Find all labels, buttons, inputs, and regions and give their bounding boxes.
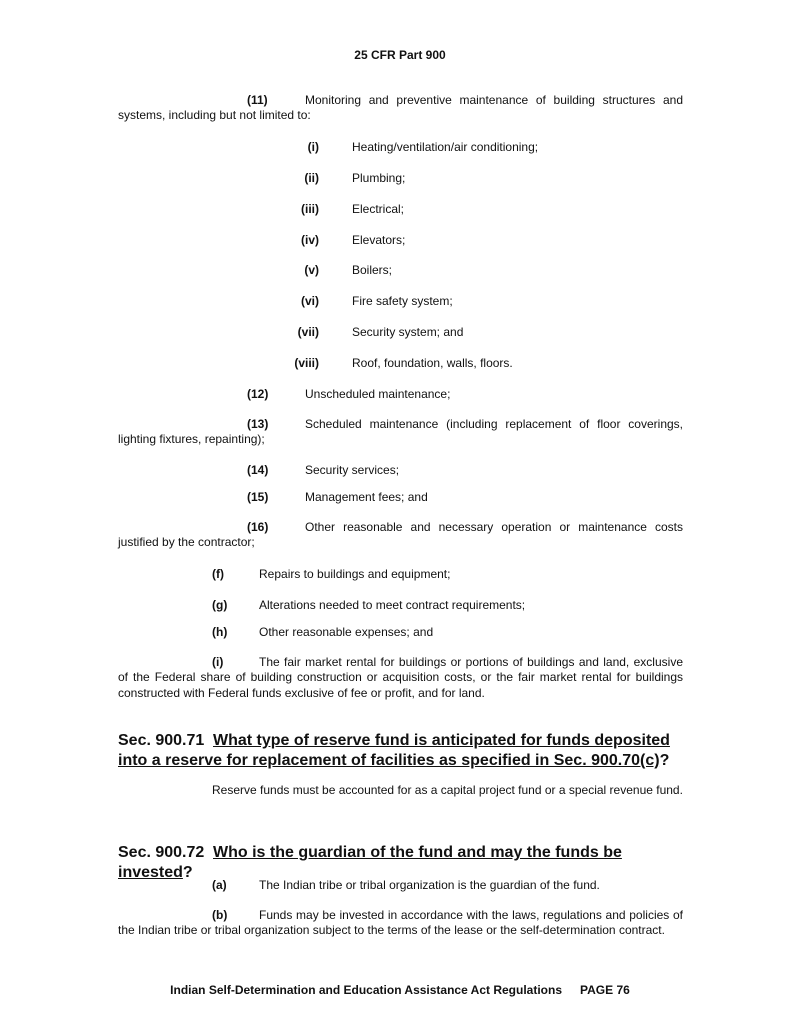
- sub-item-label: (viii): [294, 356, 319, 370]
- sub-item-text: Heating/ventilation/air conditioning;: [352, 140, 539, 154]
- item-15: (15) Management fees; and: [247, 490, 428, 504]
- sub-item-text: Fire safety system;: [352, 294, 453, 308]
- sub-item-text: Plumbing;: [352, 171, 406, 185]
- sub-item-label: (vii): [297, 325, 319, 339]
- sub-item-text: Roof, foundation, walls, floors.: [352, 356, 513, 370]
- section-900-71-body: Reserve funds must be accounted for as a capital project fund or a special revenue fund.: [212, 783, 683, 797]
- item-13: (13) Scheduled maintenance (including replacement of floor coverings, lighting fixtures, repainting);: [118, 417, 683, 447]
- item-label: (11): [247, 93, 268, 107]
- item-text: Monitoring and preventive maintenance of building structures and systems, including but not limited to:: [118, 93, 683, 123]
- sub-item-label: (iii): [301, 202, 319, 216]
- page-header: 25 CFR Part 900: [354, 48, 446, 62]
- item-i: (i) The fair market rental for buildings or portions of buildings and land, exclusive of the Federal share of building construction or acquisition costs, or the fair market rental for buildings constructed with Federal funds exclusive of fee or profit, and for land.: [118, 655, 683, 700]
- item-a: (a) The Indian tribe or tribal organization is the guardian of the fund.: [212, 878, 600, 892]
- item-h: (h) Other reasonable expenses; and: [212, 625, 434, 639]
- sub-item-label: (i): [307, 140, 319, 154]
- section-heading-900-72: Sec. 900.72 Who is the guardian of the fund and may the funds be invested?: [118, 844, 622, 881]
- sub-item-label: (vi): [301, 294, 319, 308]
- item-16: (16) Other reasonable and necessary operation or maintenance costs justified by the contractor;: [118, 520, 683, 550]
- sub-item-label: (v): [304, 263, 319, 277]
- item-f: (f) Repairs to buildings and equipment;: [212, 567, 451, 581]
- item-g: (g) Alterations needed to meet contract requirements;: [212, 598, 526, 612]
- sub-item-label: (ii): [304, 171, 319, 185]
- section-heading-900-71: Sec. 900.71 What type of reserve fund is anticipated for funds deposited into a reserve for replacement of facilities as specified in Sec. 900.70(c)?: [118, 732, 670, 769]
- sub-item-text: Boilers;: [352, 263, 393, 277]
- sub-item-text: Security system; and: [352, 325, 464, 339]
- sub-item-label: (iv): [301, 233, 319, 247]
- sub-item-text: Elevators;: [352, 233, 406, 247]
- item-12: (12) Unscheduled maintenance;: [247, 387, 451, 401]
- page-footer: Indian Self-Determination and Education Assistance Act Regulations PAGE 76: [170, 983, 630, 997]
- item-14: (14) Security services;: [247, 463, 400, 477]
- item-b: (b) Funds may be invested in accordance with the laws, regulations and policies of the Indian tribe or tribal organization subject to the terms of the lease or the self-determination contract.: [118, 908, 683, 938]
- item-11: [118, 93, 683, 124]
- sub-item-text: Electrical;: [352, 202, 405, 216]
